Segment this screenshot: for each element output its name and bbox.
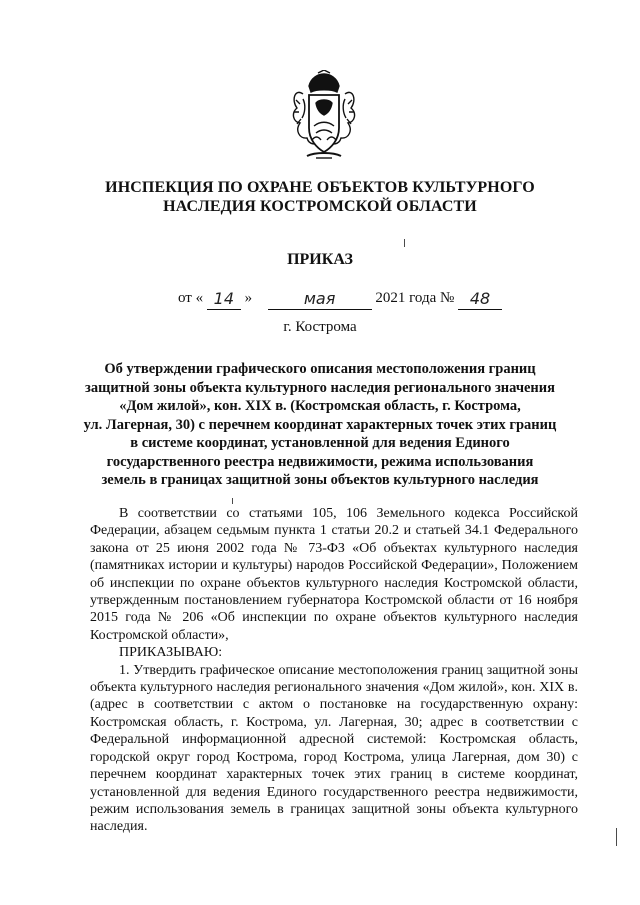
scan-artifact [404, 239, 405, 247]
date-closing-quote: » [244, 290, 253, 306]
date-year-text: 2021 года № [375, 290, 455, 306]
document-type: ПРИКАЗ [287, 251, 353, 268]
scan-artifact [232, 498, 233, 504]
date-month-field: мая [268, 289, 372, 310]
city-name: г. Кострома [283, 319, 357, 335]
order-body [90, 505, 578, 836]
title-line: в системе координат, установленной для ведения Единого [130, 435, 510, 451]
legal-basis-paragraph: В соответствии со статьями 105, 106 Земельного кодекса Российской Федерации, абзацем седьмым пункта 1 статьи 20.2 и статьей 34.1 Федерального закона от 25 июня 2002 года № 73-ФЗ «Об объектах культурного наследия (памятниках истории и культуры) народов Российской Федерации», Положением об инспекции по охране объектов культурного наследия Костромской области, утвержденным постановлением губернатора Костромской области от 16 ноября 2015 года № 206 «Об инспекции по охране объектов культурного наследия Костромской области», [90, 506, 578, 643]
date-day-field: 14 [207, 289, 241, 310]
date-prefix: от « [178, 290, 204, 306]
scan-artifact [616, 828, 617, 846]
order-number-field: 48 [458, 289, 502, 310]
order-item-1: 1. Утвердить графическое описание местоположения границ защитной зоны объекта культурного наследия регионального значения «Дом жилой», кон. XIX в. (адрес в соответствии с актом о постановке на государственную охрану: Костромская область, г. Кострома, ул. Лагерная, 30; адрес в соответствии с Федеральной информационной адресной системой: Костромская область, городской округ город Кострома, город Кострома, улица Лагерная, дом 30) с перечнем координат характерных точек этих границ в системе координат, установленной для ведения Единого государственного реестра недвижимости, режим использования земель в границах защитной зоны объекта культурного наследия. [90, 662, 578, 835]
title-line: государственного реестра недвижимости, режима использования [106, 453, 534, 470]
order-title [60, 360, 580, 490]
organization-name-line-1: ИНСПЕКЦИЯ ПО ОХРАНЕ ОБЪЕКТОВ КУЛЬТУРНОГО [105, 179, 535, 196]
order-word: ПРИКАЗЫВАЮ: [119, 645, 223, 661]
title-line: защитной зоны объекта культурного наследия регионального значения [85, 379, 555, 396]
title-line: «Дом жилой», кон. XIX в. (Костромская область, г. Кострома, [119, 398, 521, 414]
organization-name [0, 178, 640, 216]
title-line: Об утверждении графического описания местоположения границ [104, 361, 536, 377]
order-date-line [178, 286, 538, 310]
kostroma-coat-of-arms-icon [285, 70, 363, 162]
organization-name-line-2: НАСЛЕДИЯ КОСТРОМСКОЙ ОБЛАСТИ [163, 198, 477, 215]
title-line: земель в границах защитной зоны объектов культурного наследия [101, 472, 539, 488]
title-line: ул. Лагерная, 30) с перечнем координат характерных точек этих границ [83, 416, 557, 433]
